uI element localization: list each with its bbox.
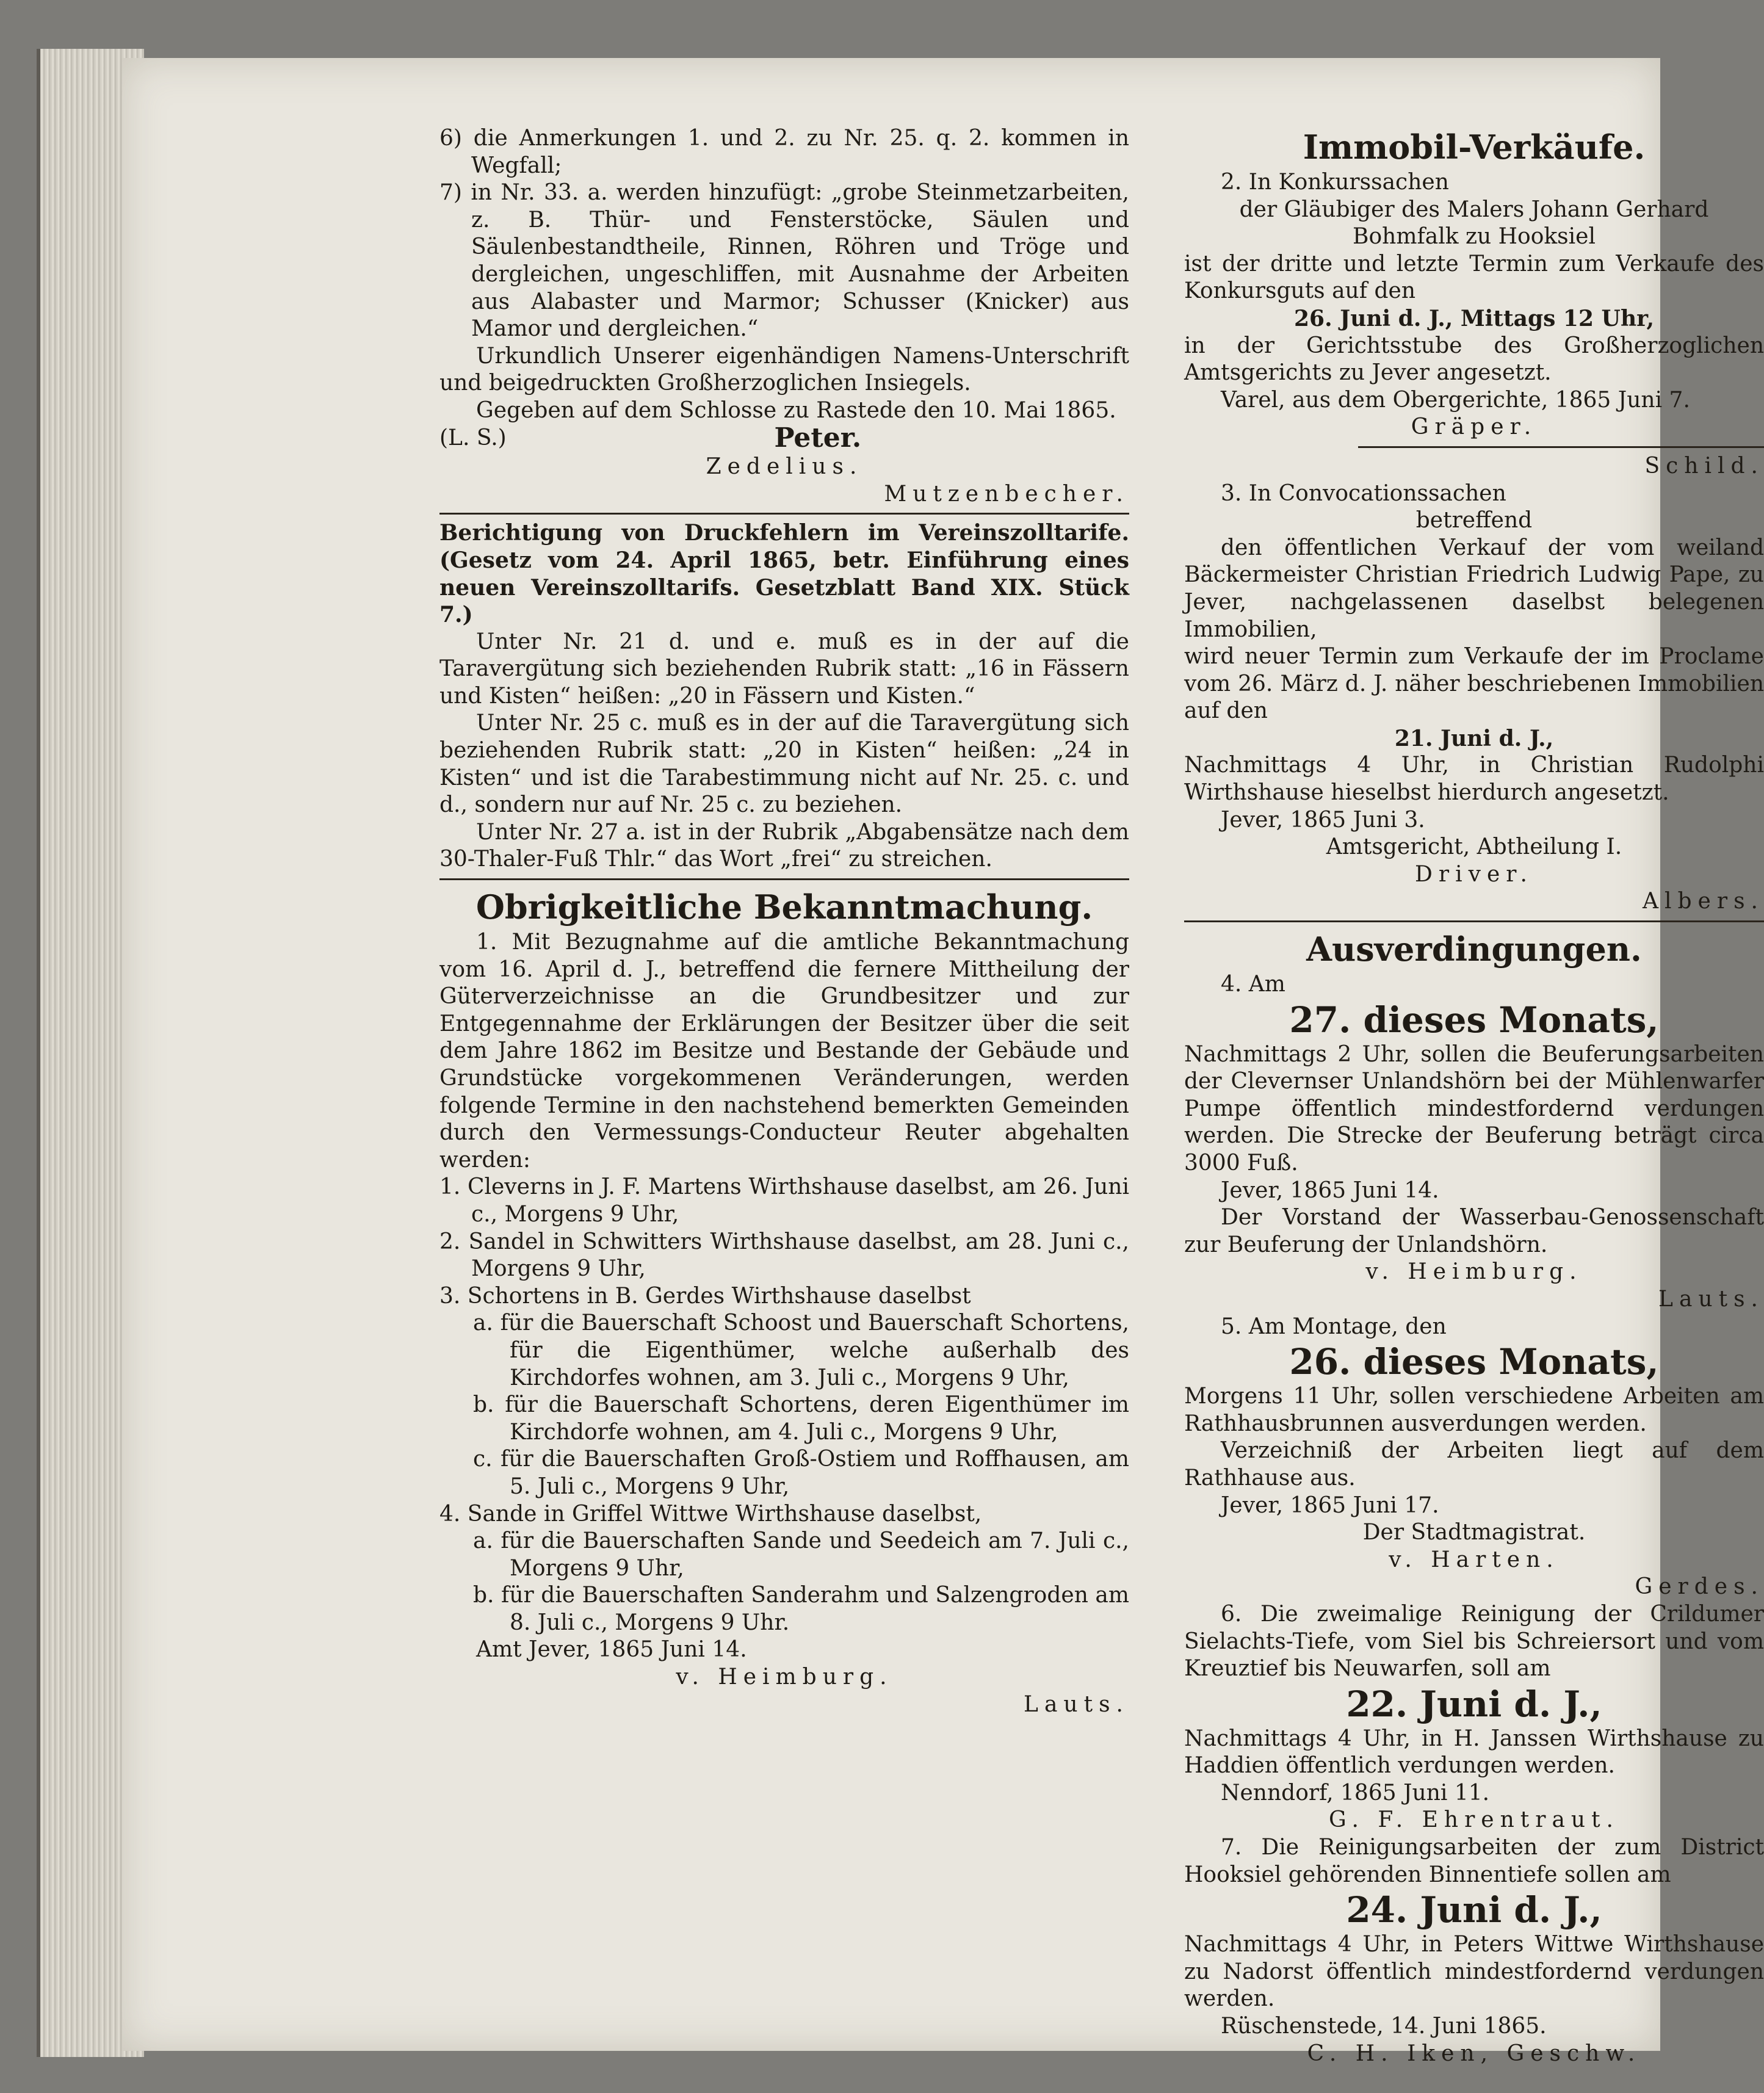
date-emphasis: 26. Juni d. J., Mittags 12 Uhr, (1294, 305, 1654, 331)
paragraph: Unter Nr. 25 c. muß es in der auf die Taravergütung sich beziehenden Rubrik statt: „20 in Kisten“ heißen: „24 in Kisten“ und ist die Tarabestimmung nicht auf Nr. 25. c. und d., sondern nur auf Nr. 25 c. zu beziehen. (439, 710, 1129, 818)
section-heading: Immobil-Verkäufe. (1303, 128, 1646, 167)
list-item: b. für die Bauerschaft Schortens, deren Eigenthümer im Kirchdorfe wohnen, am 4. Juli c., Morgens 9 Uhr, (473, 1392, 1129, 1445)
divider (1358, 446, 1764, 448)
paragraph: ist der dritte und letzte Termin zum Verkaufe des Konkursguts auf den (1184, 251, 1764, 304)
signature-peter: Peter. (774, 422, 862, 454)
date-line: Jever, 1865 Juni 14. (1221, 1177, 1439, 1203)
signature-iken: C. H. Iken, Geschw. (1307, 2041, 1641, 2066)
paragraph: Nachmittags 2 Uhr, sollen die Beuferungsarbeiten der Clevernser Unlandshörn bei der Mühlenwarfer Pumpe öffentlich mindestfordernd verdungen werden. Die Strecke der Beuferung beträgt circa 3000 Fuß. (1184, 1041, 1764, 1176)
signature-lauts: Lauts. (1658, 1286, 1764, 1312)
paragraph: Der Stadtmagistrat. (1362, 1520, 1586, 1545)
signature-ehrentraut: G. F. Ehrentraut. (1328, 1807, 1620, 1833)
paragraph: 2. In Konkurssachen (1221, 170, 1449, 195)
paragraph: Unter Nr. 27 a. ist in der Rubrik „Abgabensätze nach dem 30-Thaler-Fuß Thlr.“ das Wort „frei“ zu streichen. (439, 819, 1129, 872)
signature-schild: Schild. (1644, 453, 1764, 479)
signature-mutzenbecher: Mutzenbecher. (884, 481, 1129, 507)
list-item: a. für die Bauerschaften Sande und Seedeich am 7. Juli c., Morgens 9 Uhr, (473, 1528, 1129, 1581)
left-column (439, 125, 1129, 1718)
paragraph: den öffentlichen Verkauf der vom weiland Bäckermeister Christian Friedrich Ludwig Pape, zu Jever, nachgelassenen daselbst belegenen Immobilien, (1184, 535, 1764, 642)
paragraph: 6) die Anmerkungen 1. und 2. zu Nr. 25. q. 2. kommen in Wegfall; (439, 126, 1129, 178)
list-item: 4. Sande in Griffel Wittwe Wirthshause daselbst, (439, 1501, 982, 1527)
paragraph: 1. Mit Bezugnahme auf die amtliche Bekanntmachung vom 16. April d. J., betreffend die fernere Mittheilung der Güterverzeichnisse an die Grundbesitzer und zur Entgegennahme der Erklärungen der Besitzer über die seit dem Jahre 1862 im Besitze und Bestande der Gebäude und Grundstücke vorgekommenen Veränderungen, werden folgende Termine in den nachstehend bemerkten Gemeinden durch den Vermessungs-Conducteur Reuter abgehalten werden: (439, 930, 1129, 1173)
date-line: Jever, 1865 Juni 17. (1221, 1492, 1439, 1518)
signature-harten: v. Harten. (1389, 1547, 1560, 1572)
paragraph: Verzeichniß der Arbeiten liegt auf dem Rathhause aus. (1184, 1438, 1764, 1491)
signature-driver: Driver. (1415, 861, 1533, 887)
paragraph: Gegeben auf dem Schlosse zu Rastede den 10. Mai 1865. (476, 397, 1116, 423)
signature-lauts: Lauts. (1024, 1691, 1129, 1717)
divider (439, 878, 1129, 880)
date-emphasis: 27. dieses Monats, (1289, 999, 1659, 1041)
paragraph: in der Gerichtsstube des Großherzoglichen Amtsgerichts zu Jever angesetzt. (1184, 333, 1764, 386)
paragraph: der Gläubiger des Malers Johann Gerhard Bohmfalk zu Hooksiel (1239, 197, 1709, 250)
paragraph: Amtsgericht, Abtheilung I. (1326, 834, 1622, 860)
paragraph: 4. Am (1221, 972, 1285, 997)
document-page (122, 58, 1764, 2066)
paragraph: 7. Die Reinigungsarbeiten der zum District Hooksiel gehörenden Binnentiefe sollen am (1184, 1835, 1764, 1887)
list-item: 2. Sandel in Schwitters Wirthshause daselbst, am 28. Juni c., Morgens 9 Uhr, (439, 1229, 1129, 1282)
signature-albers: Albers. (1643, 889, 1764, 914)
list-item: a. für die Bauerschaft Schoost und Bauerschaft Schortens, für die Eigenthümer, welche außerhalb des Kirchdorfes wohnen, am 3. Juli c., Morgens 9 Uhr, (473, 1310, 1129, 1390)
paragraph: wird neuer Termin zum Verkaufe der im Proclame vom 26. März d. J. näher beschriebenen Immobilien auf den (1184, 644, 1764, 724)
signature-heimburg: v. Heimburg. (676, 1665, 893, 1690)
signature-gerdes: Gerdes. (1635, 1574, 1764, 1600)
divider (439, 513, 1129, 515)
signature-graeper: Gräper. (1411, 414, 1538, 440)
date-emphasis: 26. dieses Monats, (1289, 1341, 1659, 1383)
signature-line (439, 422, 1129, 454)
paragraph: Unter Nr. 21 d. und e. muß es in der auf die Taravergütung sich beziehenden Rubrik statt: „16 in Fässern und Kisten“ heißen: „20 in Fässern und Kisten.“ (439, 629, 1129, 709)
section-heading: Berichtigung von Druckfehlern im Vereinszolltarife. (Gesetz vom 24. April 1865, betr. Einführung eines neuen Vereinszolltarifs. Gesetzblatt Band XIX. Stück 7.) (439, 520, 1129, 628)
paragraph: betreffend (1415, 508, 1533, 533)
paragraph: 3. In Convocationssachen (1221, 480, 1506, 506)
date-line: Rüschenstede, 14. Juni 1865. (1221, 2014, 1547, 2039)
paragraph: 6. Die zweimalige Reinigung der Crildumer Sielachts-Tiefe, vom Siel bis Schreiersort und vom Kreuztief bis Neuwarfen, soll am (1184, 1601, 1764, 1682)
date-line: Amt Jever, 1865 Juni 14. (476, 1637, 747, 1663)
paragraph: Nachmittags 4 Uhr, in H. Janssen Wirthshause zu Haddien öffentlich verdungen werden. (1184, 1726, 1764, 1779)
list-item: 3. Schortens in B. Gerdes Wirthshause daselbst (439, 1283, 971, 1309)
seal-mark: (L. S.) (439, 425, 507, 450)
section-heading: Ausverdingungen. (1306, 930, 1642, 969)
date-emphasis: 24. Juni d. J., (1346, 1889, 1602, 1931)
divider (1184, 920, 1764, 922)
paragraph: Nachmittags 4 Uhr, in Christian Rudolphi Wirthshause hieselbst hierdurch angesetzt. (1184, 753, 1764, 806)
date-line: Varel, aus dem Obergerichte, 1865 Juni 7. (1221, 387, 1690, 413)
paragraph: Der Vorstand der Wasserbau-Genossenschaft zur Beuferung der Unlandshörn. (1184, 1205, 1764, 1257)
paragraph: Morgens 11 Uhr, sollen verschiedene Arbeiten am Rathhausbrunnen ausverdungen werden. (1184, 1384, 1764, 1436)
paragraph: Nachmittags 4 Uhr, in Peters Wittwe Wirthshause zu Nadorst öffentlich mindestfordernd verdungen werden. (1184, 1932, 1764, 2012)
date-line: Nenndorf, 1865 Juni 11. (1221, 1780, 1490, 1806)
paragraph: 5. Am Montage, den (1221, 1314, 1447, 1339)
date-line: Jever, 1865 Juni 3. (1221, 807, 1425, 833)
signature-heimburg: v. Heimburg. (1365, 1259, 1583, 1285)
right-column (1184, 125, 1764, 2067)
signature-zedelius: Zedelius. (706, 454, 863, 480)
list-item: b. für die Bauerschaften Sanderahm und Salzengroden am 8. Juli c., Morgens 9 Uhr. (473, 1583, 1129, 1635)
list-item: 1. Cleverns in J. F. Martens Wirthshause daselbst, am 26. Juni c., Morgens 9 Uhr, (439, 1174, 1129, 1227)
list-item: c. für die Bauerschaften Groß-Ostiem und Roffhausen, am 5. Juli c., Morgens 9 Uhr, (473, 1447, 1129, 1499)
paragraph: Urkundlich Unserer eigenhändigen Namens-Unterschrift und beigedruckten Großherzoglichen Insiegels. (439, 343, 1129, 396)
date-emphasis: 22. Juni d. J., (1346, 1683, 1602, 1725)
date-emphasis: 21. Juni d. J., (1394, 725, 1554, 751)
section-heading: Obrigkeitliche Bekanntmachung. (475, 887, 1093, 927)
paragraph: 7) in Nr. 33. a. werden hinzufügt: „grobe Steinmetzarbeiten, z. B. Thür- und Fensterstöcke, Säulen und Säulenbestandtheile, Rinnen, Röhren und Tröge und dergleichen, ungeschliffen, mit Ausnahme der Arbeiten aus Alabaster und Marmor; Schusser (Knicker) aus Mamor und dergleichen.“ (439, 180, 1129, 342)
